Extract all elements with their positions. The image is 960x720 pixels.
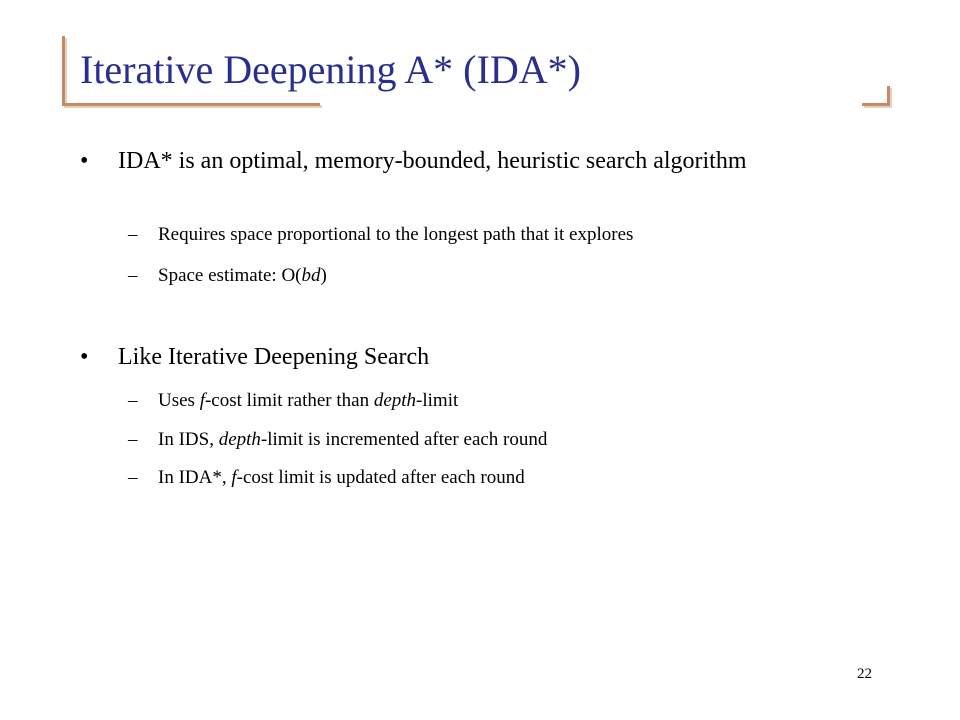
sub-text-middle: -cost limit rather than (204, 390, 374, 411)
sub-text-before: In IDA*, (158, 467, 232, 488)
sub-marker: – (128, 467, 138, 488)
sub-text-after: -limit is incremented after each round (260, 429, 548, 450)
bullet-1-sub-1 (128, 222, 633, 248)
bullet-2-text: Like Iterative Deepening Search (118, 344, 430, 370)
sub-text-italic: depth (218, 429, 261, 450)
sub-text-italic-2: depth (373, 390, 417, 411)
sub-text-before: Uses (158, 390, 200, 411)
bullet-2-sub-3 (128, 465, 525, 491)
bullet-2 (80, 340, 850, 374)
sub-text-before: Space estimate: O( (158, 265, 302, 286)
sub-marker: – (128, 224, 138, 245)
frame-top-left-vertical (62, 36, 65, 106)
bullet-2-marker: • (80, 344, 89, 370)
sub-text-after: -cost limit is updated after each round (236, 467, 525, 488)
bullet-1-sub-2 (128, 263, 327, 289)
sub-text-before: In IDS, (158, 429, 219, 450)
bullet-2-sub-1 (128, 388, 458, 414)
slide-title: Iterative Deepening A* (IDA*) (80, 47, 581, 92)
frame-top-left-horizontal (62, 103, 320, 106)
sub-text-after: ) (320, 265, 327, 286)
frame-right-horizontal (862, 103, 890, 106)
bullet-1-marker: • (80, 148, 89, 174)
sub-text-after: -limit (416, 390, 459, 411)
sub-marker: – (128, 429, 138, 450)
sub-text-italic: f (231, 467, 237, 488)
sub-marker: – (128, 390, 138, 411)
sub-text: Requires space proportional to the longest path that it explores (158, 224, 634, 245)
page-number: 22 (857, 666, 872, 682)
sub-text-italic: f (199, 390, 205, 411)
bullet-2-sub-2 (128, 427, 547, 453)
bullet-1-text: IDA* is an optimal, memory-bounded, heuristic search algorithm (118, 148, 747, 174)
sub-marker: – (128, 265, 138, 286)
bullet-1 (80, 144, 850, 214)
sub-text-italic: bd (301, 265, 321, 286)
